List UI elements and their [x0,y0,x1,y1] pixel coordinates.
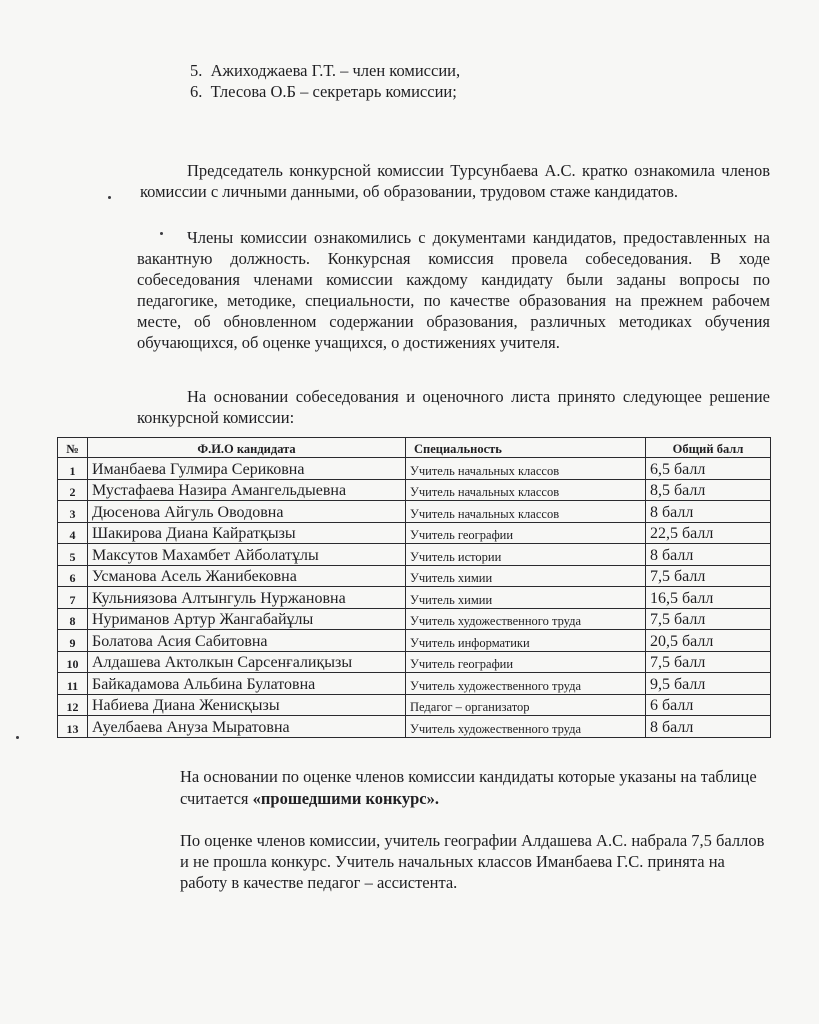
row-score: 7,5 балл [646,651,771,673]
row-score: 6 балл [646,694,771,716]
row-number: 10 [58,651,88,673]
decision-intro-paragraph: На основании собеседования и оценочного листа принято следующее решение конкурсной комиссии: [137,387,770,427]
row-name: Дюсенова Айгуль Оводовна [88,501,406,523]
row-name: Максутов Махамбет Айболатұлы [88,544,406,566]
row-name: Мустафаева Назира Амангельдыевна [88,479,406,501]
row-specialty: Учитель истории [406,544,646,566]
table-row [58,673,771,695]
row-name: Байкадамова Альбина Булатовна [88,673,406,695]
row-score: 22,5 балл [646,522,771,544]
row-score: 7,5 балл [646,565,771,587]
row-name: Ауелбаева Ануза Мыратовна [88,716,406,738]
table-row [58,522,771,544]
final-paragraph: По оценке членов комиссии, учитель географии Алдашева А.С. набрала 7,5 баллов и не прошла конкурс. Учитель начальных классов Иманбаева Г.С. принята на работу в качестве педагог – ассистента. [180,831,765,892]
row-specialty: Учитель художественного труда [406,673,646,695]
table-row [58,651,771,673]
table-header-row [58,438,771,458]
row-specialty: Учитель химии [406,587,646,609]
passed-competition-text: «прошедшими конкурс». [252,789,439,808]
row-number: 5 [58,544,88,566]
row-score: 7,5 балл [646,608,771,630]
row-score: 16,5 балл [646,587,771,609]
header-score: Общий балл [646,438,771,458]
row-specialty: Учитель географии [406,522,646,544]
row-number: 4 [58,522,88,544]
members-review-paragraph: Члены комиссии ознакомились с документами кандидатов, предоставленных на вакантную должность. Конкурсная комиссия провела собеседования. В ходе собеседования членами комиссии каждому кандидату были заданы вопросы по педагогике, методике, специальности, по качестве образования на прежнем рабочем месте, об обновленном содержании образования, различных методиках обучения обучающихся, об оценке учащихся, о достижениях учителя. [137,228,770,352]
row-specialty: Учитель начальных классов [406,479,646,501]
row-number: 7 [58,587,88,609]
table-row [58,458,771,480]
candidates-table [57,437,771,738]
header-number: № [58,438,88,458]
row-specialty: Учитель начальных классов [406,501,646,523]
table-row [58,608,771,630]
row-number: 11 [58,673,88,695]
row-score: 8 балл [646,501,771,523]
row-number: 12 [58,694,88,716]
row-specialty: Учитель начальных классов [406,458,646,480]
scan-speck [16,736,19,739]
row-name: Набиева Диана Женисқызы [88,694,406,716]
table-row [58,694,771,716]
table-row [58,716,771,738]
scan-speck [108,196,111,199]
conclusion-paragraph: На основании по оценке членов комиссии кандидаты которые указаны на таблице считается «прошедшими конкурс». [180,767,757,808]
row-name: Болатова Асия Сабитовна [88,630,406,652]
row-name: Шакирова Диана Кайратқызы [88,522,406,544]
table-row [58,544,771,566]
header-name: Ф.И.О кандидата [88,438,406,458]
row-name: Кульниязова Алтынгуль Нуржановна [88,587,406,609]
row-score: 6,5 балл [646,458,771,480]
row-number: 2 [58,479,88,501]
row-number: 6 [58,565,88,587]
commission-member-5: 5. Ажиходжаева Г.Т. – член комиссии, [190,61,461,80]
table-row [58,479,771,501]
row-score: 20,5 балл [646,630,771,652]
chair-intro-paragraph: Председатель конкурсной комиссии Турсунбаева А.С. кратко ознакомила членов комиссии с личными данными, об образовании, трудовом стаже кандидатов. [140,161,770,201]
header-specialty: Специальность [406,438,646,458]
table-row [58,630,771,652]
row-specialty: Учитель художественного труда [406,608,646,630]
row-number: 3 [58,501,88,523]
row-name: Алдашева Актолкын Сарсенғалиқызы [88,651,406,673]
table-row [58,587,771,609]
row-specialty: Учитель химии [406,565,646,587]
row-number: 8 [58,608,88,630]
row-specialty: Учитель художественного труда [406,716,646,738]
row-name: Иманбаева Гулмира Сериковна [88,458,406,480]
commission-member-6: 6. Тлесова О.Б – секретарь комиссии; [190,82,457,101]
table-row [58,501,771,523]
row-score: 8 балл [646,716,771,738]
row-name: Нуриманов Артур Жангабайұлы [88,608,406,630]
row-specialty: Педагог – организатор [406,694,646,716]
row-specialty: Учитель информатики [406,630,646,652]
row-score: 9,5 балл [646,673,771,695]
row-name: Усманова Асель Жанибековна [88,565,406,587]
row-specialty: Учитель географии [406,651,646,673]
row-score: 8,5 балл [646,479,771,501]
row-score: 8 балл [646,544,771,566]
row-number: 1 [58,458,88,480]
row-number: 9 [58,630,88,652]
table-row [58,565,771,587]
row-number: 13 [58,716,88,738]
scan-speck [160,232,163,235]
